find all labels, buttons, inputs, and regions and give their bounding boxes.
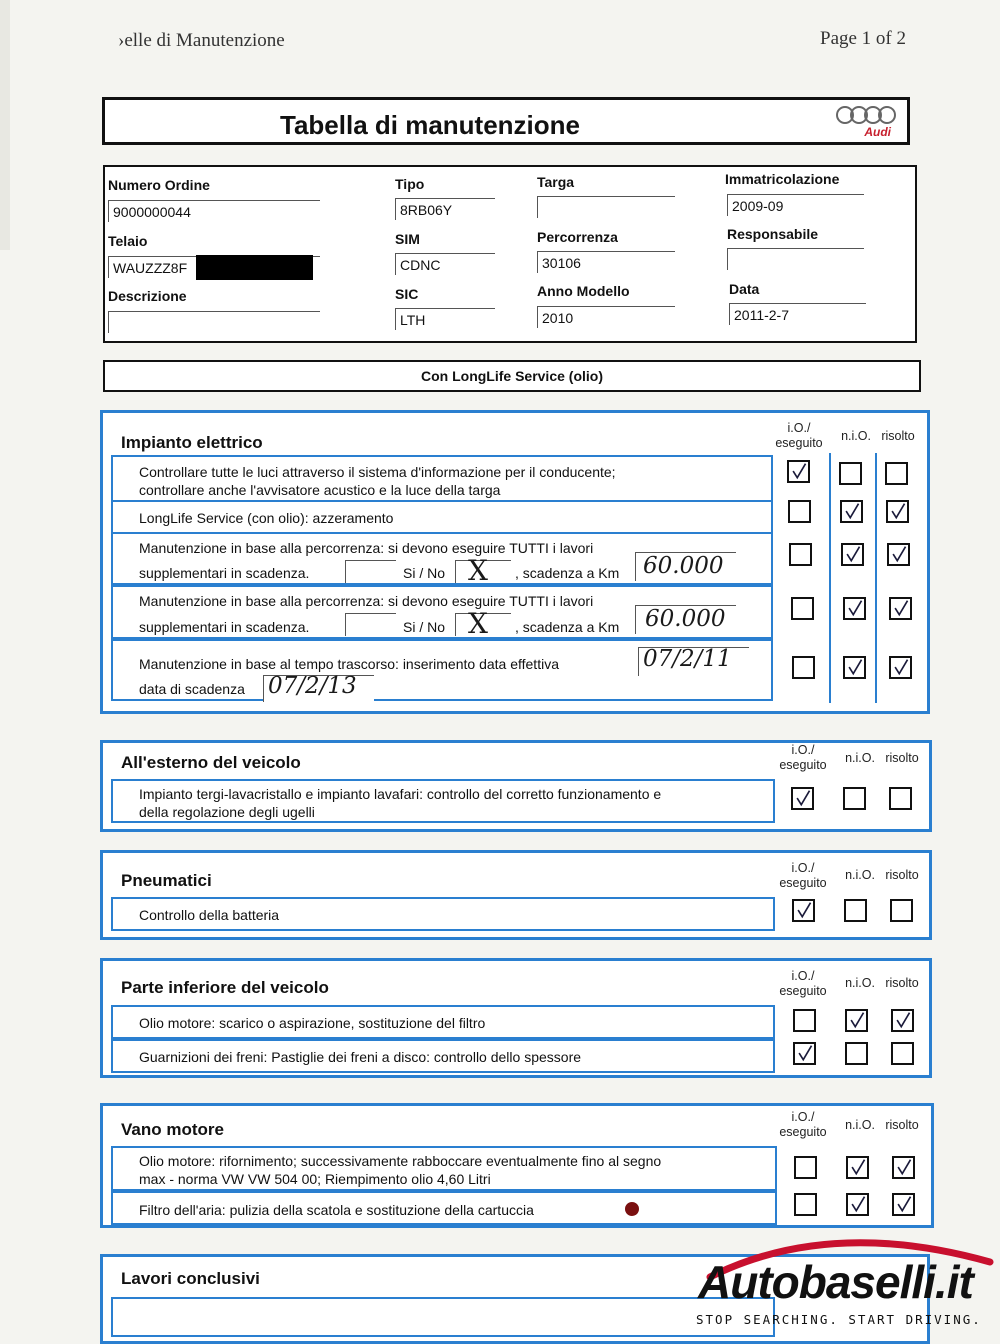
row-line-1: Olio motore: rifornimento; successivamente rabboccare eventualmente fino al segno bbox=[139, 1153, 662, 1169]
column-divider bbox=[875, 453, 877, 703]
redaction-bar bbox=[196, 255, 313, 280]
table-row bbox=[111, 585, 773, 639]
checkbox-risolto[interactable] bbox=[892, 1193, 915, 1216]
anno-modello-field: 2010 bbox=[537, 306, 675, 328]
checkbox-risolto[interactable] bbox=[885, 462, 908, 485]
column-header-io: i.O./ eseguito bbox=[779, 1110, 827, 1139]
handwritten-x: X bbox=[468, 554, 488, 587]
handwritten-km: 60.000 bbox=[645, 606, 726, 632]
checkbox-io[interactable] bbox=[793, 1042, 816, 1065]
column-header-io: i.O./ eseguito bbox=[779, 743, 827, 772]
checkbox-io[interactable] bbox=[788, 500, 811, 523]
row-line-1: Guarnizioni dei freni: Pastiglie dei freni a disco: controllo dello spessore bbox=[139, 1049, 582, 1065]
row-line-2: data di scadenza bbox=[139, 681, 245, 697]
responsabile-field bbox=[727, 248, 864, 270]
checkbox-nio[interactable] bbox=[841, 543, 864, 566]
row-line-2: controllare anche l'avvisatore acustico e la luce della targa bbox=[139, 482, 501, 498]
table-row bbox=[111, 1297, 775, 1337]
audi-rings-icon bbox=[835, 105, 899, 125]
checkbox-risolto[interactable] bbox=[890, 899, 913, 922]
anno-modello-label: Anno Modello bbox=[537, 283, 630, 299]
entry-box bbox=[345, 560, 396, 583]
percorrenza-label: Percorrenza bbox=[537, 229, 618, 245]
checkbox-io[interactable] bbox=[787, 460, 810, 483]
handwritten-date-effective: 07/2/11 bbox=[643, 646, 732, 672]
sic-label: SIC bbox=[395, 286, 419, 302]
red-dot-icon bbox=[625, 1202, 639, 1216]
row-line-1: Impianto tergi-lavacristallo e impianto lavafari: controllo del corretto funzionamento e bbox=[139, 786, 662, 802]
row-line-1: Manutenzione in base alla percorrenza: si devono eseguire TUTTI i lavori bbox=[139, 593, 594, 609]
row-line-1: Manutenzione in base al tempo trascorso: inserimento data effettiva bbox=[139, 656, 559, 672]
checkbox-risolto[interactable] bbox=[889, 787, 912, 810]
checkbox-nio[interactable] bbox=[844, 899, 867, 922]
checkbox-risolto[interactable] bbox=[886, 500, 909, 523]
checkbox-io[interactable] bbox=[791, 787, 814, 810]
check-mark-icon bbox=[795, 1044, 814, 1063]
checkbox-risolto[interactable] bbox=[889, 597, 912, 620]
checkbox-nio[interactable] bbox=[846, 1156, 869, 1179]
checkbox-io[interactable] bbox=[789, 543, 812, 566]
checkbox-risolto[interactable] bbox=[892, 1156, 915, 1179]
check-mark-icon bbox=[888, 502, 907, 521]
checkbox-nio[interactable] bbox=[839, 462, 862, 485]
checkbox-io[interactable] bbox=[792, 656, 815, 679]
check-mark-icon bbox=[848, 1195, 867, 1214]
handwritten-x: X bbox=[468, 607, 488, 640]
checkbox-nio[interactable] bbox=[843, 597, 866, 620]
section-title: Impianto elettrico bbox=[121, 433, 263, 452]
column-header-nio: n.i.O. bbox=[841, 429, 871, 443]
document-title-box bbox=[102, 97, 910, 145]
check-mark-icon bbox=[847, 1011, 866, 1030]
audi-wordmark: Audi bbox=[864, 125, 891, 139]
table-row bbox=[111, 500, 773, 534]
column-header-nio: n.i.O. bbox=[845, 976, 875, 990]
checkbox-nio[interactable] bbox=[845, 1009, 868, 1032]
checkbox-nio[interactable] bbox=[843, 656, 866, 679]
row-line-1: Controllo della batteria bbox=[139, 907, 280, 923]
check-mark-icon bbox=[894, 1195, 913, 1214]
check-mark-icon bbox=[894, 1158, 913, 1177]
section-title: All'esterno del veicolo bbox=[121, 753, 301, 772]
checkbox-io[interactable] bbox=[794, 1193, 817, 1216]
checkbox-risolto[interactable] bbox=[889, 656, 912, 679]
checkbox-io[interactable] bbox=[793, 1009, 816, 1032]
numero-ordine-label: Numero Ordine bbox=[108, 177, 210, 193]
data-label: Data bbox=[729, 281, 760, 297]
check-mark-icon bbox=[891, 658, 910, 677]
handwritten-date-due: 07/2/13 bbox=[268, 673, 357, 699]
check-mark-icon bbox=[845, 658, 864, 677]
telaio-field: WAUZZZ8F bbox=[108, 256, 320, 278]
check-mark-icon bbox=[843, 545, 862, 564]
checkbox-io[interactable] bbox=[792, 899, 815, 922]
section-pneumatici bbox=[100, 850, 932, 940]
row-line-2: max - norma VW VW 504 00; Riempimento olio 4,60 Litri bbox=[139, 1171, 491, 1187]
checkbox-io[interactable] bbox=[791, 597, 814, 620]
check-mark-icon bbox=[842, 502, 861, 521]
check-mark-icon bbox=[789, 462, 808, 481]
responsabile-label: Responsabile bbox=[727, 226, 819, 242]
targa-field bbox=[537, 196, 675, 218]
autobaselli-watermark bbox=[690, 1222, 1000, 1333]
table-row bbox=[111, 1146, 777, 1191]
check-mark-icon bbox=[845, 599, 864, 618]
column-header-risolto: risolto bbox=[885, 976, 919, 990]
checkbox-risolto[interactable] bbox=[891, 1009, 914, 1032]
check-mark-icon bbox=[893, 1011, 912, 1030]
print-header-title: ›elle di Manutenzione bbox=[118, 30, 285, 51]
checkbox-nio[interactable] bbox=[843, 787, 866, 810]
table-row bbox=[111, 897, 775, 931]
sim-field: CDNC bbox=[395, 253, 495, 275]
numero-ordine-field: 9000000044 bbox=[108, 200, 320, 222]
table-row bbox=[111, 1191, 777, 1225]
section-title: Vano motore bbox=[121, 1120, 224, 1139]
row-line-1: Manutenzione in base alla percorrenza: si devono eseguire TUTTI i lavori bbox=[139, 540, 594, 556]
sic-field: LTH bbox=[395, 308, 495, 330]
scadenza-label: , scadenza a Km bbox=[515, 619, 620, 635]
watermark-tagline: STOP SEARCHING. START DRIVING. bbox=[696, 1312, 982, 1327]
document-title: Tabella di manutenzione bbox=[280, 110, 581, 140]
section-title: Lavori conclusivi bbox=[121, 1269, 260, 1288]
section-title: Pneumatici bbox=[121, 871, 212, 890]
watermark-name: Autobaselli.it bbox=[698, 1256, 973, 1308]
scadenza-label: , scadenza a Km bbox=[515, 565, 620, 581]
column-divider bbox=[829, 453, 831, 703]
data-field: 2011-2-7 bbox=[729, 303, 866, 325]
tipo-field: 8RB06Y bbox=[395, 198, 495, 220]
table-row bbox=[111, 1005, 775, 1039]
paper-fold-edge bbox=[0, 0, 10, 250]
table-row bbox=[111, 1039, 775, 1073]
row-line-1: Controllare tutte le luci attraverso il sistema d'informazione per il conducente; bbox=[139, 464, 616, 480]
column-header-io: i.O./ eseguito bbox=[779, 861, 827, 890]
descrizione-field bbox=[108, 311, 320, 333]
service-type-box: Con LongLife Service (olio) bbox=[103, 360, 921, 392]
page-number: Page 1 of 2 bbox=[820, 28, 907, 49]
section-title: Parte inferiore del veicolo bbox=[121, 978, 329, 997]
column-header-nio: n.i.O. bbox=[845, 868, 875, 882]
section-esterno-veicolo bbox=[100, 740, 932, 832]
column-header-nio: n.i.O. bbox=[845, 1118, 875, 1132]
row-line-2: supplementari in scadenza. bbox=[139, 619, 310, 635]
immatricolazione-field: 2009-09 bbox=[727, 194, 864, 216]
check-mark-icon bbox=[891, 599, 910, 618]
tipo-label: Tipo bbox=[395, 176, 425, 192]
handwritten-km: 60.000 bbox=[643, 553, 724, 579]
table-row bbox=[111, 779, 775, 823]
checkbox-risolto[interactable] bbox=[891, 1042, 914, 1065]
si-no-label: Si / No bbox=[403, 565, 446, 581]
table-row bbox=[111, 532, 773, 585]
row-line-1: Filtro dell'aria: pulizia della scatola e sostituzione della cartuccia bbox=[139, 1202, 534, 1218]
percorrenza-field: 30106 bbox=[537, 251, 675, 273]
column-header-nio: n.i.O. bbox=[845, 751, 875, 765]
column-header-risolto: risolto bbox=[885, 1118, 919, 1132]
table-row bbox=[111, 455, 773, 502]
row-line-1: Olio motore: scarico o aspirazione, sostituzione del filtro bbox=[139, 1015, 486, 1031]
check-mark-icon bbox=[793, 789, 812, 808]
immatricolazione-label: Immatricolazione bbox=[725, 171, 840, 187]
column-header-risolto: risolto bbox=[885, 751, 919, 765]
row-line-2: della regolazione degli ugelli bbox=[139, 804, 315, 820]
column-header-risolto: risolto bbox=[881, 429, 915, 443]
column-header-io: i.O./ eseguito bbox=[775, 421, 823, 450]
descrizione-label: Descrizione bbox=[108, 288, 187, 304]
checkbox-nio[interactable] bbox=[845, 1042, 868, 1065]
check-mark-icon bbox=[794, 901, 813, 920]
telaio-label: Telaio bbox=[108, 233, 148, 249]
sim-label: SIM bbox=[395, 231, 420, 247]
checkbox-nio[interactable] bbox=[846, 1193, 869, 1216]
row-line-2: supplementari in scadenza. bbox=[139, 565, 310, 581]
table-row bbox=[111, 639, 773, 701]
column-header-risolto: risolto bbox=[885, 868, 919, 882]
column-header-io: i.O./ eseguito bbox=[779, 969, 827, 998]
targa-label: Targa bbox=[537, 174, 575, 190]
checkbox-risolto[interactable] bbox=[887, 543, 910, 566]
entry-box bbox=[345, 613, 396, 636]
row-line-1: LongLife Service (con olio): azzeramento bbox=[139, 510, 394, 526]
si-no-label: Si / No bbox=[403, 619, 446, 635]
check-mark-icon bbox=[848, 1158, 867, 1177]
checkbox-nio[interactable] bbox=[840, 500, 863, 523]
audi-logo bbox=[835, 103, 899, 141]
check-mark-icon bbox=[889, 545, 908, 564]
checkbox-io[interactable] bbox=[794, 1156, 817, 1179]
